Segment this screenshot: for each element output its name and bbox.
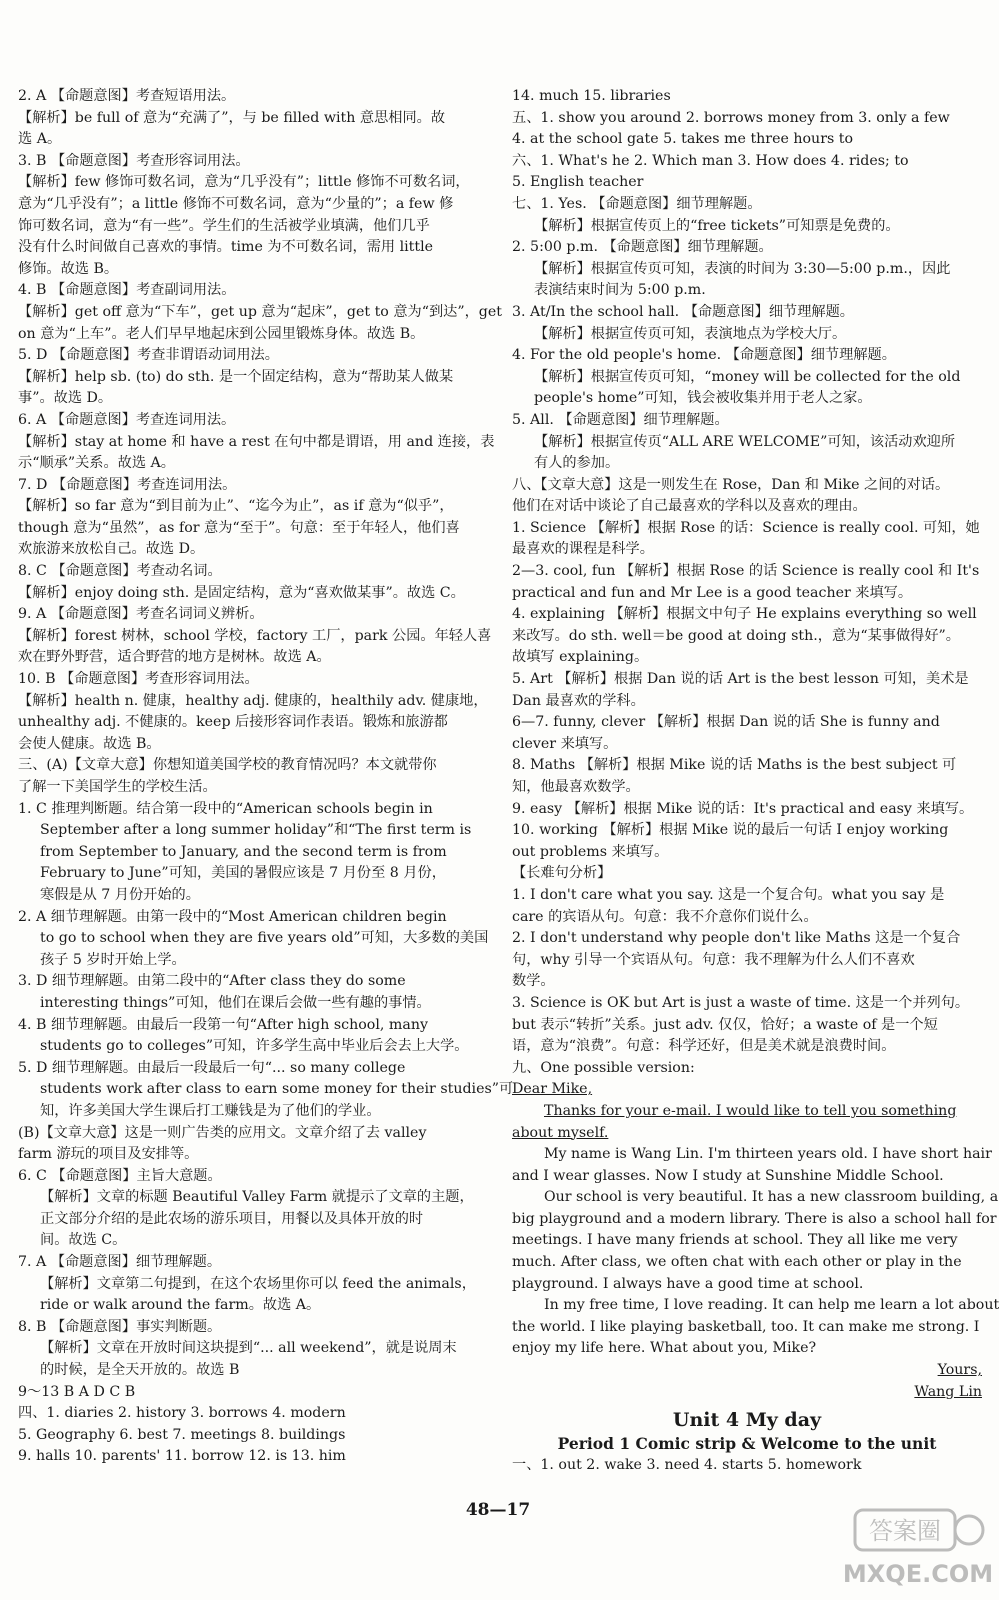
answer-line: Our school is very beautiful. It has a new classroom building, a — [544, 1189, 999, 1206]
answer-line: 2. I don't understand why people don't like Maths 这是一个复合 — [512, 930, 961, 947]
answer-line: 数学。 — [512, 973, 555, 990]
answer-line: 1. I don't care what you say. 这是一个复合句。what you say 是 — [512, 886, 945, 903]
answer-line: 意为“几乎没有”；a little 修饰不可数名词，意为“少量的”；a few 修 — [18, 195, 454, 212]
final-answer-line: 一、1. out 2. wake 3. need 4. starts 5. homework — [512, 1457, 862, 1474]
answer-line: Dan 最喜欢的学科。 — [512, 692, 645, 709]
answer-line: 【解析】根据宣传页上的“free tickets”可知票是免费的。 — [534, 217, 900, 234]
answer-line: 修饰。故选 B。 — [18, 260, 119, 277]
answer-line: 知，他最喜欢数学。 — [512, 779, 640, 795]
answer-line: 1. C 推理判断题。结合第一段中的“American schools begin in — [18, 800, 433, 817]
answer-line: from September to January, and the second term is from — [40, 843, 447, 860]
answer-line: 间。故选 C。 — [40, 1232, 127, 1249]
answer-line: students go to colleges”可知，许多学生高中毕业后会去上大学。 — [40, 1038, 469, 1055]
answer-line: to go to school when they are five years old”可知，大多数的美国 — [40, 930, 489, 947]
answer-line: Yours, — [937, 1362, 982, 1379]
answer-line: 故填写 explaining。 — [512, 649, 649, 666]
site-watermark-logo — [842, 1506, 994, 1594]
answer-line: 【解析】文章第二句提到，在这个农场里你可以 feed the animals， — [40, 1275, 476, 1292]
answer-line: about myself. — [512, 1124, 609, 1141]
answer-line: unhealthy adj. 不健康的。keep 后接形容词作表语。锻炼和旅游都 — [18, 714, 448, 731]
answer-line: 【解析】forest 树林，school 学校，factory 工厂，park 公园。年轻人喜 — [18, 627, 492, 644]
answer-line: big playground and a modern library. There is also a school hall for — [512, 1210, 997, 1227]
right-column-lines — [512, 86, 999, 1403]
answer-line: 5. Art 【解析】根据 Dan 说的话 Art is the best lesson 可知，美术是 — [512, 671, 969, 688]
answer-line: 事”。故选 D。 — [18, 390, 113, 407]
answer-line: 2. 5:00 p.m. 【命题意图】细节理解题。 — [512, 239, 773, 256]
answer-line: 4. B 细节理解题。由最后一段第一句“After high school, many — [18, 1016, 428, 1033]
answer-line: meetings. I have many friends at school. They all like me very — [512, 1232, 958, 1249]
answer-line: Dear Mike, — [512, 1081, 593, 1098]
answer-line: 七、1. Yes. 【命题意图】细节理解题。 — [512, 195, 762, 212]
answer-line: 5. Geography 6. best 7. meetings 8. buildings — [18, 1426, 346, 1443]
answer-line: ride or walk around the farm。故选 A。 — [40, 1297, 321, 1314]
answer-line: 九、One possible version: — [512, 1059, 695, 1076]
answer-line: 了解一下美国学生的学校生活。 — [18, 779, 217, 795]
page-number: 48—17 — [465, 1500, 531, 1520]
site-watermark-text: MXQE.COM — [842, 1560, 994, 1588]
answer-line: 会使人健康。故选 B。 — [18, 735, 161, 752]
answer-line: 5. D 【命题意图】考查非谓语动词用法。 — [18, 347, 279, 364]
answer-line: 语，意为“浪费”。句意：科学还好，但是美术就是浪费时间。 — [512, 1038, 896, 1055]
answer-line: 9. A 【命题意图】考查名词词义辨析。 — [18, 606, 264, 623]
answer-line: 4. at the school gate 5. takes me three hours to — [512, 131, 854, 148]
answer-line: 三、(A)【文章大意】你想知道美国学校的教育情况吗？本文就带你 — [18, 757, 437, 774]
answer-line: on 意为“上车”。老人们早早地起床到公园里锻炼身体。故选 B。 — [18, 325, 425, 342]
answer-line: 【解析】be full of 意为“充满了”，与 be filled with 意思相同。故 — [18, 109, 446, 126]
answer-line: 他们在对话中谈论了自己最喜欢的学科以及喜欢的理由。 — [512, 498, 867, 515]
answer-line: 六、1. What's he 2. Which man 3. How does 4. rides; to — [512, 152, 909, 169]
answer-line: 的时候，是全天开放的。故选 B — [40, 1362, 240, 1379]
answer-line: 9. halls 10. parents' 11. borrow 12. is 13. him — [18, 1448, 346, 1465]
answer-line: but 表示“转折”关系。just adv. 仅仅，恰好；a waste of 是一个短 — [512, 1016, 938, 1033]
answer-line: 【解析】health n. 健康，healthy adj. 健康的，healthily adv. 健康地， — [18, 692, 488, 709]
answer-line: 3. D 细节理解题。由第二段中的“After class they do some — [18, 973, 406, 990]
left-column — [18, 86, 514, 1468]
answer-line: people's home”可知，钱会被收集并用于老人之家。 — [534, 390, 872, 407]
answer-line: 寒假是从 7 月份开始的。 — [40, 886, 200, 903]
answer-line: 饰可数名词，意为“有一些”。学生们的生活被学业填满，他们几乎 — [18, 217, 430, 234]
answer-line: 6—7. funny, clever 【解析】根据 Dan 说的话 She is funny and — [512, 714, 940, 731]
answer-line: My name is Wang Lin. I'm thirteen years old. I have short hair — [544, 1146, 992, 1163]
answer-line: 【解析】enjoy doing sth. 是固定结构，意为“喜欢做某事”。故选 C。 — [18, 584, 465, 601]
answer-line: 知，许多美国大学生课后打工赚钱是为了他们的学业。 — [40, 1102, 381, 1119]
right-column — [512, 86, 999, 1477]
answer-line: 6. C 【命题意图】主旨大意题。 — [18, 1167, 222, 1184]
answer-line: 五、1. show you around 2. borrows money from 3. only a few — [512, 109, 950, 126]
answer-line: 8. B 【命题意图】事实判断题。 — [18, 1318, 222, 1335]
site-watermark-cn: 答案圈 — [869, 1517, 941, 1545]
answer-line: much. After class, we often chat with each other or play in the — [512, 1254, 962, 1271]
answer-line: 八、【文章大意】这是一则发生在 Rose，Dan 和 Mike 之间的对话。 — [512, 476, 950, 493]
answer-line: 10. working 【解析】根据 Mike 说的最后一句话 I enjoy working — [512, 822, 949, 839]
answer-line: interesting things”可知，他们在课后会做一些有趣的事情。 — [40, 994, 431, 1011]
answer-line: 欢在野外野营，适合野营的地方是树林。故选 A。 — [18, 649, 331, 666]
answer-line: 8. C 【命题意图】考查动名词。 — [18, 563, 222, 580]
answer-line: September after a long summer holiday”和“The first term is — [40, 822, 472, 839]
answer-line: 2. A 细节理解题。由第一段中的“Most American children begin — [18, 908, 447, 925]
answer-line: 【解析】根据宣传页可知，表演的时间为 3:30—5:00 p.m.，因此 — [534, 260, 951, 277]
unit-title: Unit 4 My day — [672, 1409, 822, 1432]
answer-line: 2. A 【命题意图】考查短语用法。 — [18, 88, 236, 104]
answer-line: 正文部分介绍的是此农场的游乐项目，用餐以及具体开放的时 — [40, 1210, 424, 1227]
answer-line: care 的宾语从句。句意：我不介意你们说什么。 — [512, 908, 818, 925]
answer-line: 【解析】so far 意为“到目前为止”、“迄今为止”，as if 意为“似乎”， — [18, 498, 454, 515]
answer-line: clever 来填写。 — [512, 735, 618, 752]
period-title: Period 1 Comic strip & Welcome to the unit — [557, 1434, 937, 1454]
answer-line: 4. For the old people's home. 【命题意图】细节理解题。 — [512, 347, 896, 364]
answer-line: 【解析】根据宣传页可知，“money will be collected for the old — [534, 368, 961, 385]
answer-line: 14. much 15. libraries — [512, 88, 671, 104]
answer-line: 【解析】根据宣传页可知，表演地点为学校大厅。 — [534, 325, 847, 342]
answer-line: 【长难句分析】 — [512, 865, 612, 882]
answer-line: 3. B 【命题意图】考查形容词用法。 — [18, 152, 250, 169]
answer-line: 句，why 引导一个宾语从句。句意：我不理解为什么人们不喜欢 — [512, 951, 915, 968]
answer-line: (B)【文章大意】这是一则广告类的应用文。文章介绍了去 valley — [18, 1124, 427, 1141]
answer-line: 8. Maths 【解析】根据 Mike 说的话 Maths is the best subject 可 — [512, 757, 957, 774]
answer-line: students work after class to earn some money for their studies”可 — [40, 1081, 514, 1098]
answer-line: out problems 来填写。 — [512, 843, 669, 860]
answer-line: 9～13 B A D C B — [18, 1383, 136, 1400]
answer-line: 3. At/In the school hall. 【命题意图】细节理解题。 — [512, 303, 854, 320]
answer-line: 【解析】文章的标题 Beautiful Valley Farm 就提示了文章的主题， — [40, 1189, 474, 1206]
answer-line: farm 游玩的项目及安排等。 — [18, 1146, 199, 1163]
answer-line: 5. English teacher — [512, 174, 644, 191]
answer-line: In my free time, I love reading. It can help me learn a lot about — [544, 1297, 999, 1314]
answer-line: 示“顺承”关系。故选 A。 — [18, 455, 175, 472]
answer-line: 【解析】get off 意为“下车”，get up 意为“起床”，get to 意为“到达”，get — [18, 303, 502, 320]
answer-line: playground. I always have a good time at school. — [512, 1275, 864, 1292]
answer-line: 【解析】help sb. (to) do sth. 是一个固定结构，意为“帮助某人做某 — [18, 368, 454, 385]
answer-line: 欢旅游来放松自己。故选 D。 — [18, 541, 205, 558]
answer-line: 孩子 5 岁时开始上学。 — [40, 951, 186, 968]
answer-line: 来改写。do sth. well＝be good at doing sth.，意为“某事做得好”。 — [512, 627, 960, 644]
answer-line: 9. easy 【解析】根据 Mike 说的话：It's practical and easy 来填写。 — [512, 800, 974, 817]
answer-line: the world. I like playing basketball, too. It can make me strong. I — [512, 1318, 980, 1335]
answer-line: Wang Lin — [914, 1383, 982, 1400]
answer-line: 没有什么时间做自己喜欢的事情。time 为不可数名词，需用 little — [18, 239, 434, 256]
answer-line: 5. D 细节理解题。由最后一段最后一句“... so many college — [18, 1059, 406, 1076]
answer-line: 最喜欢的课程是科学。 — [512, 541, 654, 558]
answer-line: 1. Science 【解析】根据 Rose 的话：Science is really cool. 可知，她 — [512, 519, 980, 536]
answer-line: though 意为“虽然”，as for 意为“至于”。句意：至于年轻人，他们喜 — [18, 519, 460, 536]
answer-line: 【解析】文章在开放时间这块提到“... all weekend”，就是说周末 — [40, 1340, 457, 1357]
answer-line: 【解析】stay at home 和 have a rest 在句中都是谓语，用 and 连接，表 — [18, 433, 495, 450]
answer-line: 表演结束时间为 5:00 p.m. — [534, 282, 706, 299]
answer-line: 4. B 【命题意图】考查副词用法。 — [18, 282, 236, 299]
answer-line: 【解析】根据宣传页“ALL ARE WELCOME”可知，该活动欢迎所 — [534, 433, 956, 450]
answer-line: 3. Science is OK but Art is just a waste of time. 这是一个并列句。 — [512, 994, 970, 1011]
answer-line: 7. D 【命题意图】考查连词用法。 — [18, 476, 237, 493]
answer-line: 【解析】few 修饰可数名词，意为“几乎没有”；little 修饰不可数名词， — [18, 174, 470, 191]
answer-line: 2—3. cool, fun 【解析】根据 Rose 的话 Science is really cool 和 It's — [512, 563, 980, 580]
answer-line: 选 A。 — [18, 131, 62, 148]
answer-line: Thanks for your e-mail. I would like to tell you something — [544, 1102, 957, 1119]
answer-line: 10. B 【命题意图】考查形容词用法。 — [18, 671, 259, 688]
answer-line: 四、1. diaries 2. history 3. borrows 4. modern — [18, 1405, 346, 1422]
answer-line: 7. A 【命题意图】细节理解题。 — [18, 1254, 222, 1271]
answer-line: February to June”可知，美国的暑假应该是 7 月份至 8 月份， — [40, 865, 446, 882]
answer-line: 有人的参加。 — [534, 455, 620, 472]
answer-line: and I wear glasses. Now I study at Sunshine Middle School. — [512, 1167, 944, 1184]
answer-line: enjoy my life here. What about you, Mike? — [512, 1340, 817, 1357]
answer-line: 4. explaining 【解析】根据文中句子 He explains everything so well — [512, 606, 977, 623]
answer-line: practical and fun and Mr Lee is a good teacher 来填写。 — [512, 584, 913, 601]
answer-line: 6. A 【命题意图】考查连词用法。 — [18, 411, 236, 428]
answer-line: 5. All. 【命题意图】细节理解题。 — [512, 411, 729, 428]
